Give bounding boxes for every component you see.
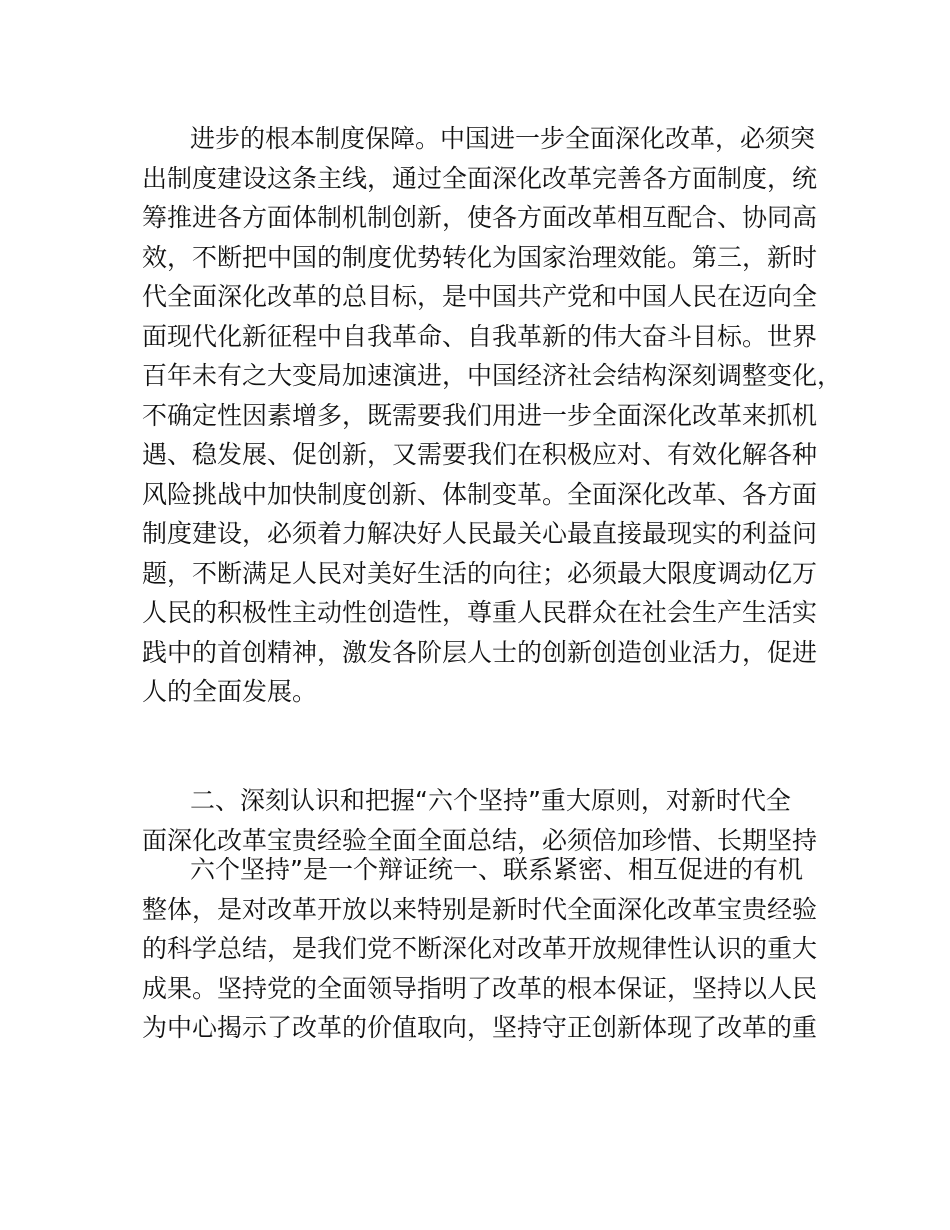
text-line: 筹推进各方面体制机制创新，使各方面改革相互配合、协同高 bbox=[142, 203, 818, 232]
paragraph-3 bbox=[142, 850, 832, 1048]
heading-line: 面深化改革宝贵经验全面全面总结，必须倍加珍惜、长期坚持 bbox=[142, 825, 818, 855]
text-line: 为中心揭示了改革的价值取向，坚持守正创新体现了改革的重 bbox=[142, 1013, 818, 1042]
paragraph-1 bbox=[142, 119, 843, 712]
text-line: 百年未有之大变局加速演进，中国经济社会结构深刻调整变化， bbox=[142, 361, 843, 390]
text-line: 代全面深化改革的总目标，是中国共产党和中国人民在迈向全 bbox=[142, 282, 818, 311]
text-line: 践中的首创精神，激发各阶层人士的创新创造创业活力，促进 bbox=[142, 637, 818, 667]
text-line: 人民的积极性主动性创造性，尊重人民群众在社会生产生活实 bbox=[142, 598, 818, 627]
text-line: 成果。坚持党的全面领导指明了改革的根本保证，坚持以人民 bbox=[142, 973, 818, 1003]
text-line: 进步的根本制度保障。中国进一步全面深化改革，必须突 bbox=[190, 124, 816, 153]
heading-line: 二、深刻认识和把握“六个坚持”重大原则，对新时代全 bbox=[190, 786, 791, 815]
text-line: 题，不断满足人民对美好生活的向往；必须最大限度调动亿万 bbox=[142, 558, 818, 588]
section-heading bbox=[142, 781, 832, 860]
text-line: 制度建设，必须着力解决好人民最关心最直接最现实的利益问 bbox=[142, 519, 818, 548]
text-line: 六个坚持”是一个辩证统一、联系紧密、相互促进的有机 bbox=[190, 855, 803, 884]
text-line: 不确定性因素增多，既需要我们用进一步全面深化改革来抓机 bbox=[142, 400, 818, 430]
text-line: 遇、稳发展、促创新，又需要我们在积极应对、有效化解各种 bbox=[142, 440, 818, 469]
text-line: 出制度建设这条主线，通过全面深化改革完善各方面制度，统 bbox=[142, 163, 818, 193]
text-line: 整体，是对改革开放以来特别是新时代全面深化改革宝贵经验 bbox=[142, 894, 818, 924]
text-line: 人的全面发展。 bbox=[142, 677, 318, 706]
text-line: 的科学总结，是我们党不断深化对改革开放规律性认识的重大 bbox=[142, 934, 818, 963]
text-line: 风险挑战中加快制度创新、体制变革。全面深化改革、各方面 bbox=[142, 479, 818, 509]
text-line: 效，不断把中国的制度优势转化为国家治理效能。第三，新时 bbox=[142, 242, 818, 272]
text-line: 面现代化新征程中自我革命、自我革新的伟大奋斗目标。世界 bbox=[142, 321, 818, 351]
